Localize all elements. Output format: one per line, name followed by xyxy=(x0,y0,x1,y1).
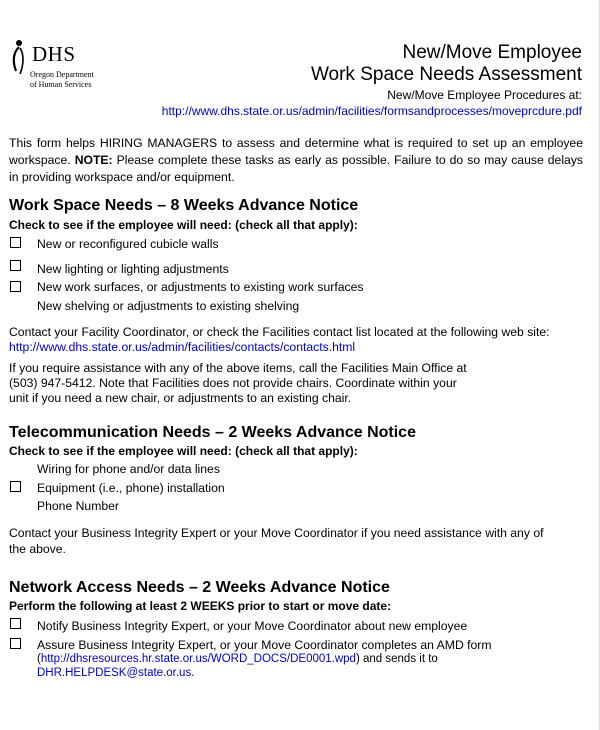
workspace-checkbox-surfaces[interactable] xyxy=(10,281,21,292)
document-title-line2: Work Space Needs Assessment xyxy=(310,64,582,85)
helpdesk-email-end: . xyxy=(191,667,195,679)
workspace-item-surfaces: New work surfaces, or adjustments to existing work surfaces xyxy=(37,280,364,294)
telecom-contact-line2: the above. xyxy=(9,542,66,556)
facility-assist-line2: (503) 947-5412. Note that Facilities does not provide chairs. Coordinate within your xyxy=(9,376,457,390)
network-checkbox-notify[interactable] xyxy=(10,618,21,629)
network-item-notify: Notify Business Integrity Expert, or your Move Coordinator about new employee xyxy=(37,619,468,633)
logo-text: DHS xyxy=(32,42,76,66)
network-checkbox-amd-form[interactable] xyxy=(10,638,21,649)
telecom-item-phone-number: Phone Number xyxy=(37,499,119,513)
amd-after-text: ) and sends it to xyxy=(355,653,438,665)
amd-paren-open: ( xyxy=(37,653,41,665)
workspace-item-shelving: New shelving or adjustments to existing shelving xyxy=(37,299,300,313)
facility-contacts-link[interactable]: http://www.dhs.state.or.us/admin/facilities/contacts/contacts.html xyxy=(9,340,356,354)
dhs-logo xyxy=(10,38,120,94)
network-instruction: Perform the following at least 2 WEEKS prior to start or move date: xyxy=(9,599,392,613)
telecom-contact-line1: Contact your Business Integrity Expert or your Move Coordinator if you need assistance with any of xyxy=(9,526,544,540)
workspace-item-lighting: New lighting or lighting adjustments xyxy=(37,262,229,276)
amd-form-link[interactable]: http://dhsresources.hr.state.or.us/WORD_DOCS/DE0001.wpd xyxy=(40,653,356,665)
workspace-item-cubicle: New or reconfigured cubicle walls xyxy=(37,237,219,251)
procedures-label: New/Move Employee Procedures at: xyxy=(387,88,582,102)
helpdesk-email-link[interactable]: DHR.HELPDESK@state.or.us xyxy=(37,667,192,679)
document-title-line1: New/Move Employee xyxy=(402,42,582,63)
logo-subtitle-line1: Oregon Department xyxy=(30,70,94,79)
facility-assist-line3: unit if you need a new chair, or adjustments to an existing chair. xyxy=(9,391,352,405)
workspace-instruction: Check to see if the employee will need: (check all that apply): xyxy=(9,218,358,232)
procedures-link[interactable]: http://www.dhs.state.or.us/admin/facilities/formsandprocesses/moveprcdure.pdf xyxy=(161,104,582,118)
intro-note-label: NOTE: xyxy=(74,153,113,167)
logo-subtitle-line2: of Human Services xyxy=(30,80,92,89)
telecom-checkbox-equipment[interactable] xyxy=(10,481,21,492)
workspace-checkbox-cubicle[interactable] xyxy=(10,237,21,248)
workspace-heading: Work Space Needs – 8 Weeks Advance Notice xyxy=(9,197,359,214)
telecom-instruction: Check to see if the employee will need: (check all that apply): xyxy=(9,444,358,458)
workspace-checkbox-lighting[interactable] xyxy=(10,260,21,271)
facility-assist-line1: If you require assistance with any of the above items, call the Facilities Main Office at xyxy=(9,361,467,375)
telecom-item-equipment: Equipment (i.e., phone) installation xyxy=(37,481,225,495)
network-heading: Network Access Needs – 2 Weeks Advance Notice xyxy=(9,579,390,596)
telecom-item-wiring: Wiring for phone and/or data lines xyxy=(37,462,220,476)
network-amd-form-link-line xyxy=(37,653,438,665)
intro-text-after: Please complete these tasks as early as possible. Failure to do so may cause delays in providing workspace and/or equipment. xyxy=(9,153,583,184)
network-item-amd-form: Assure Business Integrity Expert, or your Move Coordinator completes an AMD form xyxy=(37,638,492,652)
helpdesk-email-line xyxy=(37,667,194,679)
telecom-heading: Telecommunication Needs – 2 Weeks Advance Notice xyxy=(9,424,416,441)
facility-contact-text: Contact your Facility Coordinator, or check the Facilities contact list located at the following web site: xyxy=(9,325,550,339)
intro-paragraph xyxy=(9,135,583,186)
intro-text-before: This form helps HIRING MANAGERS to assess and determine what is required to set up an employee workspace. xyxy=(9,136,583,167)
